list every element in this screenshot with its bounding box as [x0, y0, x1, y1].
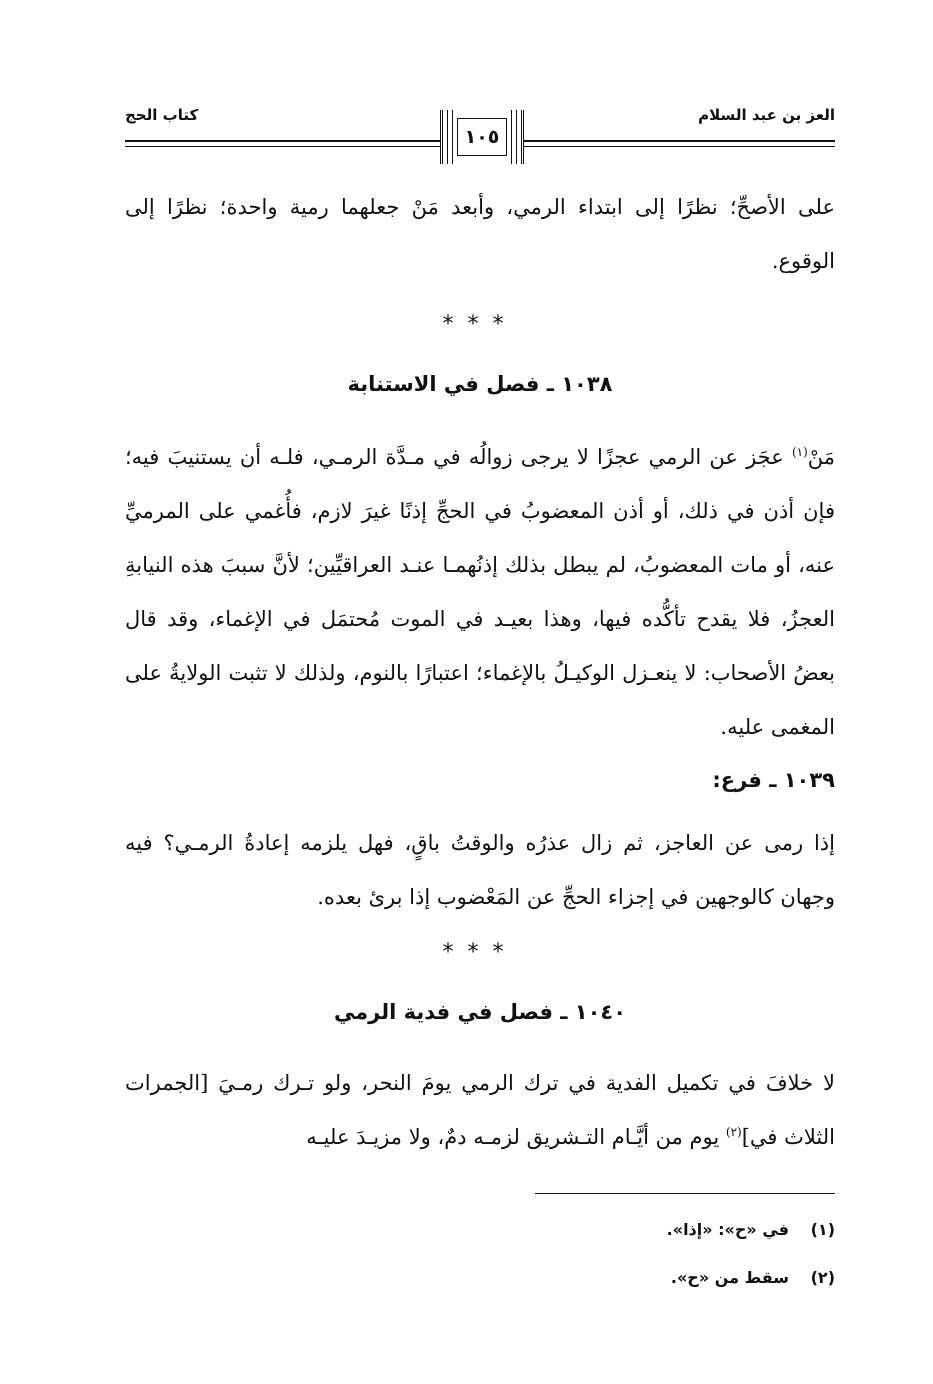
section-title-1038: ١٠٣٨ ـ فصل في الاستنابة — [347, 372, 613, 396]
paragraph-1040-rest: يوم من أيَّـام التـشريق لزمـه دمٌ، ولا مزيـدَ عليـه — [306, 1125, 726, 1149]
page-number: ١٠٥ — [457, 118, 507, 156]
section-separator-2: *** — [442, 940, 518, 965]
footnote-2-text: سقط من «ح». — [670, 1268, 789, 1287]
footnote-2-number: (٢) — [810, 1268, 835, 1287]
page-number-frame — [440, 110, 524, 164]
branch-1039-paragraph — [125, 816, 835, 924]
section-1038-paragraph — [125, 430, 835, 754]
paragraph-1040-start: لا خلافَ في تكميل الفدية في ترك الرمي يومَ النحر، ولو تـرك رمـيَ [الجمرات الثلاث في] — [125, 1071, 835, 1149]
paragraph-1039-text: إذا رمى عن العاجز، ثم زال عذرُه والوقتُ باقٍ، فهل يلزمه إعادةُ الرمـي؟ فيه وجهان كالوجهين في إجزاء الحجِّ عن المَعْضوب إذا برئ بعده. — [125, 831, 835, 909]
running-head-book-title: كتاب الحج — [125, 106, 199, 124]
section-separator: *** — [442, 312, 518, 337]
page-header — [125, 92, 835, 172]
footnote-1-number: (١) — [810, 1220, 835, 1239]
branch-title-1039: ١٠٣٩ ـ فرع: — [712, 768, 835, 792]
running-head-author: العز بن عبد السلام — [698, 106, 835, 124]
paragraph-1038-start: مَنْ — [807, 445, 835, 469]
section-title-1040: ١٠٤٠ ـ فصل في فدية الرمي — [333, 1000, 627, 1024]
footnote-1 — [435, 1220, 835, 1239]
footnote-divider — [535, 1193, 835, 1194]
section-1040-paragraph — [125, 1056, 835, 1164]
intro-paragraph-text: على الأصحِّ؛ نظرًا إلى ابتداء الرمي، وأبعد مَنْ جعلهما رمية واحدة؛ نظرًا إلى الوقوع. — [125, 195, 835, 273]
footnote-1-text: في «ح»: «إذا». — [666, 1220, 789, 1239]
footnote-ref-2: (٢) — [725, 1125, 742, 1139]
paragraph-1038-rest: عجَز عن الرمي عجزًا لا يرجى زوالُه في مـدَّة الرمـي، فلـه أن يستنيبَ فيه؛ فإن أذن في ذلك، أو أذن المعضوبُ في الحجِّ إذنًا غيرَ لازم، فأُغمي على المرميِّ عنه، أو مات المعضوبُ، لم يبطل بذلك إذنُهمـا عنـد العراقيِّين؛ لأنَّ سببَ هذه النيابةِ العجزُ، فلا يقدح تأكُّده فيها، وهذا بعيـد في الموت مُحتمَل في الإغماء، وقد قال بعضُ الأصحاب: لا ينعـزل الوكيـلُ بالإغماء؛ اعتبارًا بالنوم، ولذلك لا تثبت الولايةُ على المغمى عليه. — [125, 445, 835, 739]
intro-paragraph — [125, 180, 835, 288]
footnote-2 — [435, 1268, 835, 1287]
footnote-ref-1: (١) — [791, 445, 808, 459]
